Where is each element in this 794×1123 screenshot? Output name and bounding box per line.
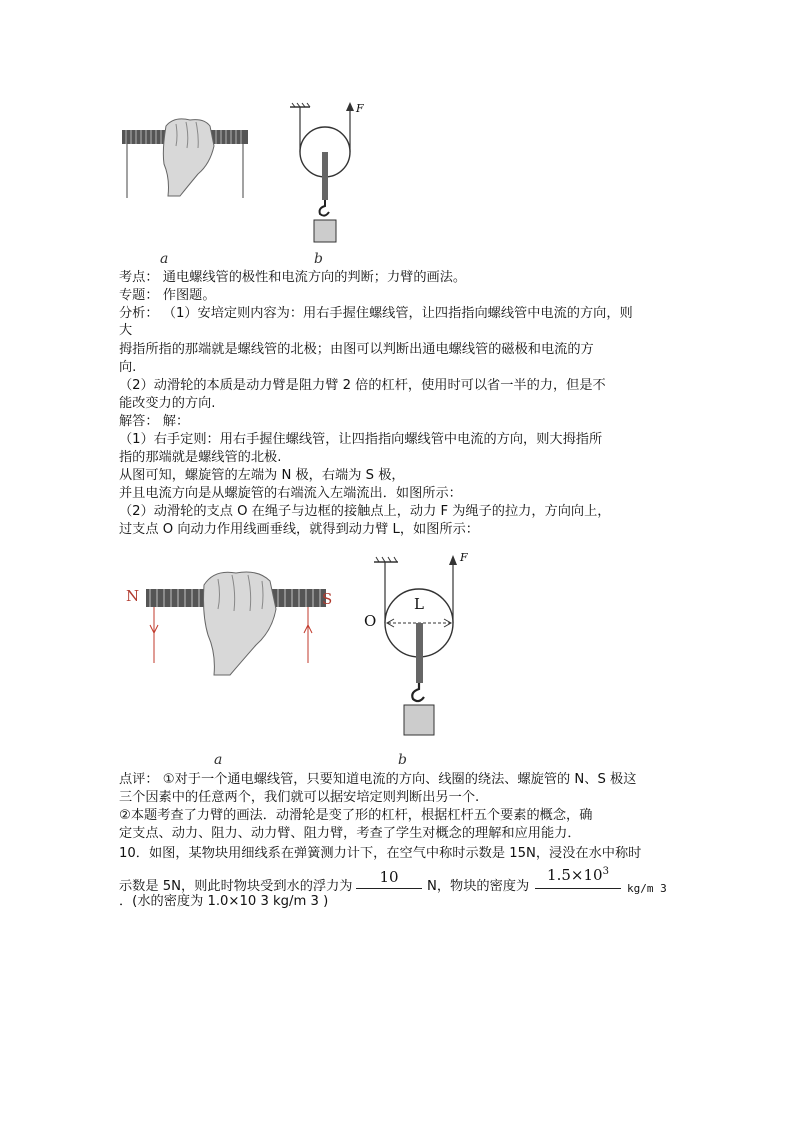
force-label-top: F xyxy=(356,102,364,115)
figure-a-solenoid-hand xyxy=(118,112,253,202)
density-unit: kg/m 3 xyxy=(627,882,667,895)
q10-line-3: ．(水的密度为 1.0×10 3 kg/m 3 ) xyxy=(119,894,329,909)
answer-figure-a-solenoid xyxy=(118,565,346,685)
answer-figure-b-pulley xyxy=(368,553,480,753)
kaodian-line: 考点： 通电螺线管的极性和电流方向的判断；力臂的画法。 xyxy=(119,270,467,285)
fenxi-line-6: 能改变力的方向. xyxy=(119,396,216,411)
fenxi-line-4: 向. xyxy=(119,360,137,375)
pole-s-label: S xyxy=(322,590,333,608)
jieda-line-3: 指的那端就是螺线管的北极. xyxy=(119,450,282,465)
dianping-line-3: ②本题考查了力臂的画法．动滑轮是变了形的杠杆，根据杠杆五个要素的概念，确 xyxy=(119,808,593,823)
fulcrum-o-label: O xyxy=(364,612,377,630)
dianping-line-2: 三个因素中的任意两个，我们就可以据安培定则判断出另一个. xyxy=(119,790,480,805)
figure-b-pulley xyxy=(286,100,366,250)
answer-blank-buoyancy xyxy=(356,868,422,889)
dianping-line-4: 定支点、动力、阻力、动力臂、阻力臂，考查了学生对概念的理解和应用能力． xyxy=(119,826,581,841)
figure-a-label: a xyxy=(160,251,169,267)
answer-figure-a-label: a xyxy=(214,752,223,768)
jieda-line-5: 并且电流方向是从螺旋管的右端流入左端流出．如图所示： xyxy=(119,486,462,501)
q10-line-2a: 示数是 5N，则此时物块受到水的浮力为 xyxy=(119,879,353,894)
answer-figure-b-label: b xyxy=(398,752,407,768)
jieda-line-7: 过支点 O 向动力作用线画垂线，就得到动力臂 L，如图所示： xyxy=(119,522,479,537)
jieda-line-4: 从图可知，螺旋管的左端为 N 极，右端为 S 极， xyxy=(119,468,405,483)
answer-buoyancy-value: 10 xyxy=(379,868,399,886)
figure-b-label: b xyxy=(314,251,323,267)
jieda-line-6: （2）动滑轮的支点 O 在绳子与边框的接触点上，动力 F 为绳子的拉力，方向向上， xyxy=(119,504,611,519)
force-label-answer: F xyxy=(460,551,468,564)
fenxi-line-1: 分析： （1）安培定则内容为：用右手握住螺线管，让四指指向螺线管中电流的方向，则 xyxy=(119,306,633,321)
answer-density-exp: 3 xyxy=(602,866,609,877)
fenxi-line-2: 大 xyxy=(119,323,133,338)
fenxi-line-5: （2）动滑轮的本质是动力臂是阻力臂 2 倍的杠杆，使用时可以省一半的力，但是不 xyxy=(119,378,606,393)
pole-n-label: N xyxy=(126,587,140,605)
dianping-line-1: 点评： ①对于一个通电螺线管，只要知道电流的方向、线圈的绕法、螺旋管的 N、S 极这 xyxy=(119,772,637,787)
answer-density-base: 1.5×10 xyxy=(547,866,603,884)
zhuanti-line: 专题： 作图题。 xyxy=(119,288,216,303)
fenxi-line-3: 拇指所指的那端就是螺线管的北极；由图可以判断出通电螺线管的磁极和电流的方 xyxy=(119,342,594,357)
arm-l-label: L xyxy=(414,595,424,613)
answer-blank-density xyxy=(535,866,621,889)
q10-line-1: 10．如图，某物块用细线系在弹簧测力计下，在空气中称时示数是 15N，浸没在水中称时 xyxy=(119,846,642,861)
jieda-line-1: 解答： 解： xyxy=(119,414,190,429)
q10-line-2b: N，物块的密度为 xyxy=(427,879,530,894)
jieda-line-2: （1）右手定则：用右手握住螺线管，让四指指向螺线管中电流的方向，则大拇指所 xyxy=(119,432,603,447)
